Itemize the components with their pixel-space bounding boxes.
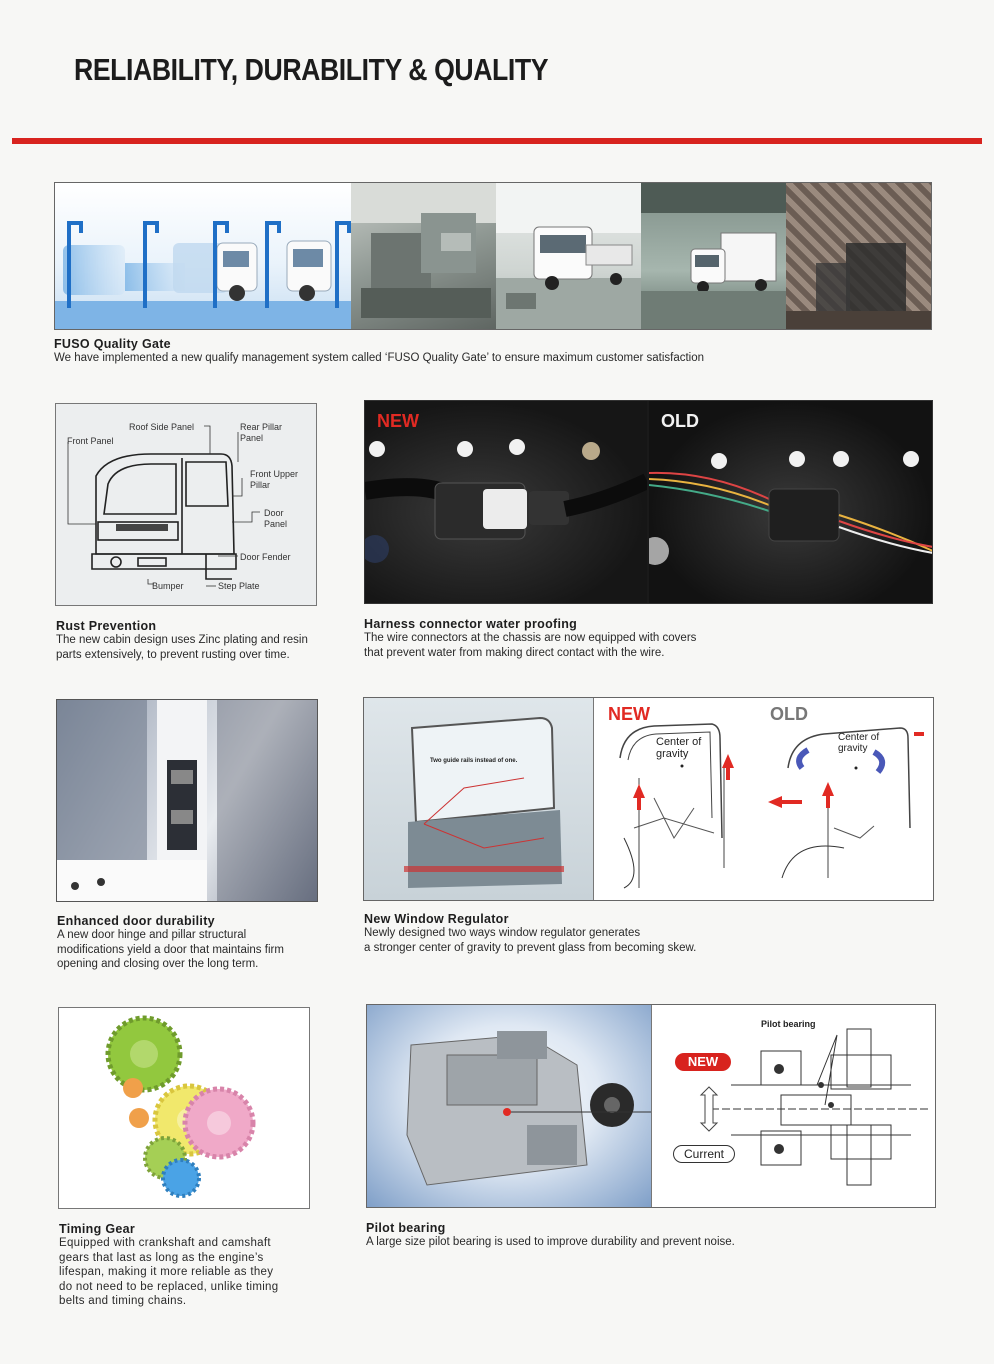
timing-gear-description: Equipped with crankshaft and camshaft gears that last as long as the engine’s lifespan, making it more reliable as they do not need to be replaced, unlike timing belts and timing chains. — [59, 1237, 279, 1307]
window-old-diagram — [764, 698, 934, 900]
label-roof-side-panel: Roof Side Panel — [129, 422, 195, 432]
rust-prevention-diagram — [55, 403, 317, 606]
window-panel-divider — [593, 698, 594, 900]
center-of-gravity-old: Center of gravity — [838, 732, 880, 754]
pilot-bearing-title: Pilot bearing — [366, 1221, 446, 1235]
pilot-panel-divider — [651, 1005, 652, 1207]
door-durability-description: A new door hinge and pillar structural modifications yield a door that maintains firm opening and closing over the long term. — [57, 929, 284, 970]
window-regulator-title: New Window Regulator — [364, 912, 509, 926]
quality-gate-image-strip — [54, 182, 932, 330]
rust-prevention-description: The new cabin design uses Zinc plating and resin parts extensively, to prevent rusting over time. — [56, 634, 308, 661]
harness-new-tag: NEW — [377, 411, 419, 431]
transmission-photo — [367, 1005, 651, 1207]
label-front-upper-pillar: Front Upper Pillar — [250, 469, 299, 490]
anechoic-chamber-photo — [786, 183, 932, 329]
truck-test-bay-photo — [496, 183, 641, 329]
label-rear-pillar-panel: Rear Pillar Panel — [240, 422, 283, 443]
title-underline-bar — [12, 138, 982, 144]
harness-title: Harness connector water proofing — [364, 617, 578, 631]
center-of-gravity-new: Center of gravity — [656, 736, 702, 760]
page-title: RELIABILITY, DURABILITY & QUALITY — [74, 52, 549, 87]
pilot-bearing-description: A large size pilot bearing is used to improve durability and prevent noise. — [366, 1236, 735, 1248]
pilot-current-badge: Current — [673, 1145, 735, 1163]
label-bumper: Bumper — [152, 581, 184, 591]
guide-rails-note: Two guide rails instead of one. — [430, 758, 518, 764]
harness-connector-photo — [364, 400, 933, 604]
label-door-panel: Door Panel — [264, 508, 288, 529]
window-new-tag: NEW — [608, 704, 650, 724]
pilot-bearing-diagram — [651, 1005, 935, 1207]
window-old-tag: OLD — [770, 704, 808, 724]
quality-gate-illustration — [55, 183, 351, 329]
harness-description: The wire connectors at the chassis are now equipped with covers that prevent water from making direct contact with the wire. — [364, 632, 697, 659]
rust-prevention-title: Rust Prevention — [56, 619, 157, 633]
window-regulator-description: Newly designed two ways window regulator generates a stronger center of gravity to prevent glass from becoming skew. — [364, 927, 697, 954]
window-new-diagram — [594, 698, 764, 900]
harness-old-tag: OLD — [661, 411, 699, 431]
pilot-bearing-figure — [366, 1004, 936, 1208]
door-durability-title: Enhanced door durability — [57, 914, 215, 928]
quality-gate-description: We have implemented a new qualify management system called ‘FUSO Quality Gate’ to ensure maximum customer satisfaction — [54, 352, 705, 364]
timing-gear-title: Timing Gear — [59, 1222, 136, 1236]
pilot-new-badge: NEW — [675, 1053, 731, 1071]
quality-gate-title: FUSO Quality Gate — [54, 337, 171, 351]
door-hinge-photo — [56, 699, 318, 902]
label-front-panel: Front Panel — [67, 436, 114, 446]
label-step-plate: Step Plate — [218, 581, 260, 591]
timing-gear-illustration — [58, 1007, 310, 1209]
window-regulator-diagram — [363, 697, 934, 901]
pilot-bearing-label: Pilot bearing — [761, 1019, 816, 1029]
engine-test-photo — [351, 183, 496, 329]
window-door-photo — [364, 698, 593, 900]
truck-test-room-photo — [641, 183, 786, 329]
label-door-fender: Door Fender — [240, 552, 291, 562]
